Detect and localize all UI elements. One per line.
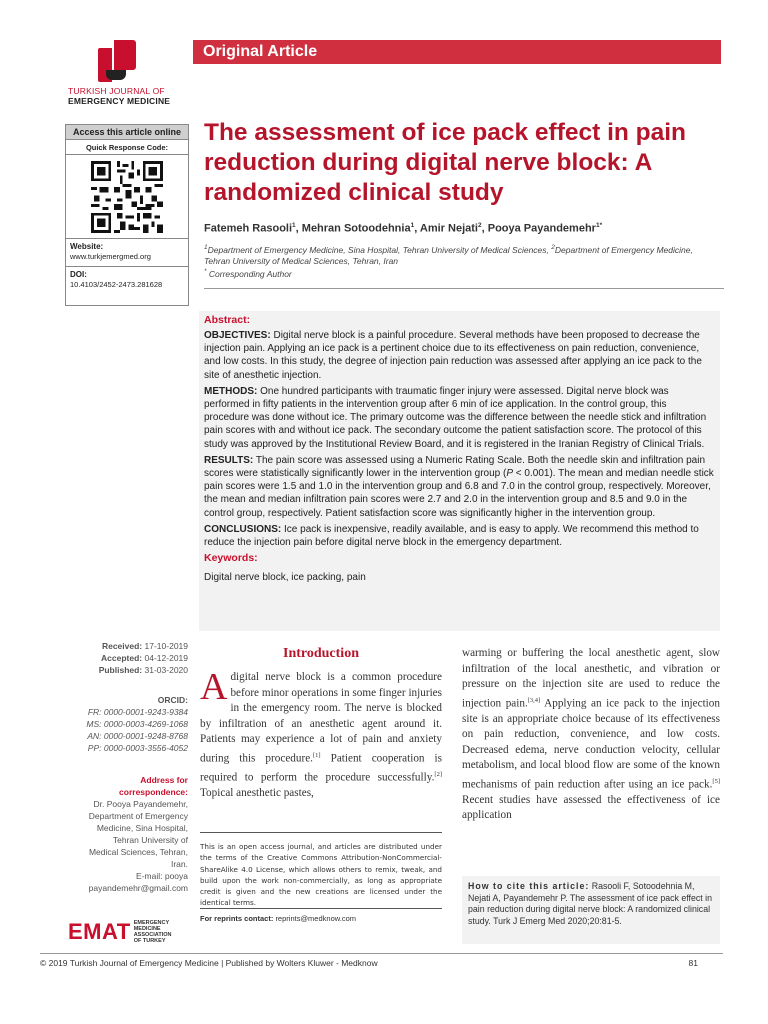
results-text: < 0.001). The mean and median needle stick pain scores were 1.5 and 1.0 in the intervention group and 6.8 and 7.0 in the control group, respectively. Moreover, the mean and median infiltration pain scores were 2.7 and 2.0 in the intervention group and 8.5 and 9.0 in the control group, respectively. Patient satisfaction score was significantly higher in the intervention group. <box>204 468 714 519</box>
citation-ref[interactable]: [5] <box>712 777 720 785</box>
emat-sub-line: OF TURKEY <box>133 938 166 944</box>
doi-row <box>66 267 188 294</box>
title-separator <box>204 288 724 289</box>
published-date: 31-03-2020 <box>144 665 188 675</box>
license-notice: This is an open access journal, and articles are distributed under the terms of the Creative Commons Attribution-NonCommercial-ShareAlike 4.0 License, which allows others to remix, tweak, and build upon the work non-commercially, as long as appropriate credit is given and the new creations are licensed under the identical terms. <box>200 832 442 909</box>
correspondence-line: Department of Emergency <box>88 811 188 821</box>
results-text: The pain score was assessed using a Numeric Rating Scale. Both the needle skin and infiltration pain scores were statistically significantly lower in the intervention group ( <box>204 454 706 480</box>
keywords-text: Digital nerve block, ice packing, pain <box>204 572 366 584</box>
author-sup: 1* <box>595 222 603 229</box>
journal-name-line2: EMERGENCY MEDICINE <box>68 96 171 106</box>
accepted-line <box>40 652 188 664</box>
p-value-symbol: P <box>506 468 514 480</box>
affiliation-sup: 2 <box>551 244 555 251</box>
orcid-an[interactable]: AN: 0000-0001-9248-8768 <box>87 731 188 741</box>
reprints-contact <box>200 908 442 923</box>
intro-column-1 <box>200 646 442 801</box>
author-name: Pooya Payandemehr <box>487 222 596 235</box>
author-sup: 1 <box>292 222 296 229</box>
author-name: Mehran Sotoodehnia <box>301 222 411 235</box>
citation-ref[interactable]: [2] <box>434 770 442 778</box>
website-link[interactable]: www.turkjemergmed.org <box>70 252 151 262</box>
dropcap: A <box>200 666 228 708</box>
corresponding-sup: * <box>204 267 207 275</box>
journal-logo <box>68 40 188 106</box>
abstract-conclusions <box>204 523 714 549</box>
correspondence-line: Tehran University of <box>112 835 188 845</box>
access-box <box>65 124 189 306</box>
doi-label: DOI: <box>70 269 87 279</box>
published-line <box>40 664 188 676</box>
objectives-text: Digital nerve block is a painful procedure. Several methods have been proposed to decrease the injection pain. Applying an ice pack is a pertinent choice due to its effectiveness on pain reduction, convenience, and low costs. In this study, the degree of injection pain reduction was assessed after applying an ice pack to the site of anesthetic injection. <box>204 330 702 381</box>
abstract-box <box>199 311 720 631</box>
orcid-label: ORCID: <box>157 695 188 705</box>
intro-text: Recent studies have assessed the effectiveness of ice application <box>462 793 720 822</box>
affiliation-2: Department of Emergency Medicine, Tehran University of Medical Sciences, Tehran, Iran <box>204 244 693 267</box>
affiliations <box>204 244 720 280</box>
corresponding-note: Corresponding Author <box>208 268 292 279</box>
emat-sub-line: MEDICINE <box>133 926 161 932</box>
intro-text: Applying an ice pack to the injection site is an appropriate choice because of its effectiveness on pain reduction, convenience, and low costs. Decreased edema, nerve conduction velocity, cellular metabolism, and local blood flow are some of the known mechanisms of pain reduction after using an ice pack. <box>462 697 720 791</box>
journal-logo-icon <box>98 40 142 82</box>
affiliation-sup: 1 <box>204 244 208 251</box>
emat-sub-line: ASSOCIATION <box>133 932 172 938</box>
published-label: Published: <box>98 665 143 675</box>
emat-sub-line: EMERGENCY <box>133 920 170 926</box>
keywords-heading: Keywords: <box>204 552 258 565</box>
orcid-ms[interactable]: MS: 0000-0003-4269-1068 <box>86 719 188 729</box>
intro-text: warming or buffering the local anesthetic agent, slow infiltration of the local anesthetic, and vibration or pressure on the injection site are used to reduce the injection pain. <box>462 647 720 710</box>
footer-rule <box>40 953 723 954</box>
methods-text: One hundred participants with traumatic finger injury were assessed. Digital nerve block was performed in fifty patients in the intervention group after 6 min of ice application. In the control group, this procedure was done without ice. The primary outcome was the difference between the needle stick and infiltration pain scores with and without ice pack. The secondary outcome the patient satisfaction score. The protocol of this study was approved by the Institutional Review Board, and it is registered in the Iranian Registry of Clinical Trials. <box>204 385 707 450</box>
author-list: Fatemeh Rasooli$^1$, Mehran Sotoodehnia$^1$, Amir Nejati$^2$, Pooya Payandemehr$^{1*}$ <box>204 222 603 235</box>
reprints-email[interactable]: reprints@medknow.com <box>275 914 356 923</box>
reprints-label: For reprints contact: <box>200 914 274 923</box>
qr-label: Quick Response Code: <box>66 140 188 155</box>
intro-paragraph-1 <box>200 666 442 801</box>
correspondence-line: Dr. Pooya Payandemehr, <box>93 799 188 809</box>
accepted-label: Accepted: <box>101 653 143 663</box>
author-sup: 1 <box>410 222 415 229</box>
article-type-label: Original Article <box>203 43 318 60</box>
received-label: Received: <box>101 641 143 651</box>
conclusions-text: Ice pack is inexpensive, readily available, and is easy to apply. We recommend this method to reduce the injection pain before digital nerve block in the emergency department. <box>204 523 699 549</box>
affiliation-1: Department of Emergency Medicine, Sina Hospital, Tehran University of Medical Sciences, <box>207 244 549 255</box>
cite-label: How to cite this article: <box>468 881 590 891</box>
citation-ref[interactable]: [3,4] <box>527 696 541 704</box>
website-label: Website: <box>70 242 104 251</box>
author-name: Fatemeh Rasooli <box>204 222 293 235</box>
author-name: Amir Nejati <box>419 222 478 235</box>
correspondence-line: Medicine, Sina Hospital, <box>96 823 188 833</box>
dates-block <box>40 640 188 676</box>
abstract-heading: Abstract: <box>204 314 251 326</box>
citation-ref[interactable]: [1] <box>312 751 321 759</box>
article-type-bar <box>193 40 721 64</box>
abstract-results <box>204 454 714 520</box>
intro-text: Patient cooperation is required to perform the procedure successfully. <box>200 752 442 784</box>
emat-logo <box>68 920 172 944</box>
orcid-pp[interactable]: PP: 0000-0003-3556-4052 <box>87 743 188 753</box>
intro-text: Topical anesthetic pastes, <box>200 786 314 799</box>
page-number: 81 <box>688 958 698 968</box>
how-to-cite-box <box>462 876 720 944</box>
correspondence-label-1: Address for <box>140 775 188 785</box>
correspondence-label-2: correspondence: <box>119 787 188 797</box>
results-label: RESULTS: <box>204 454 254 466</box>
received-date: 17-10-2019 <box>144 641 188 651</box>
website-row <box>66 239 188 267</box>
conclusions-label: CONCLUSIONS: <box>204 523 282 535</box>
objectives-label: OBJECTIVES: <box>204 330 271 341</box>
abstract-methods <box>204 385 714 451</box>
journal-name-line1: TURKISH JOURNAL OF <box>68 86 165 96</box>
intro-paragraph-2 <box>462 646 720 824</box>
orcid-fr[interactable]: FR: 0000-0001-9243-9384 <box>87 707 188 717</box>
accepted-date: 04-12-2019 <box>144 653 188 663</box>
abstract-objectives <box>204 329 714 382</box>
article-title: The assessment of ice pack effect in pain reduction during digital nerve block: A randomized clinical study <box>204 119 687 206</box>
emat-wordmark: EMAT <box>68 919 131 944</box>
correspondence-block <box>40 774 188 894</box>
correspondence-line: Medical Sciences, Tehran, <box>88 847 188 857</box>
author-sup: 2 <box>477 222 482 229</box>
intro-heading: Introduction <box>283 646 359 661</box>
cite-text: Rasooli F, Sotoodehnia M, Nejati A, Payandemehr P. The assessment of ice pack effect in pain reduction during digital nerve block: A randomized clinical study. Turk J Emerg Med 2020;20:81-5. <box>468 881 713 926</box>
intro-column-2 <box>462 646 720 824</box>
emat-subtitle <box>134 920 172 944</box>
methods-label: METHODS: <box>204 385 258 397</box>
orcid-block <box>40 694 188 754</box>
qr-code-icon[interactable] <box>91 161 163 233</box>
intro-text: digital nerve block is a common procedure before minor operations in some finger injuries in the emergency room. The nerve is blocked by infiltration of an anesthetic agent around it. Patients may experience a lot of pain and anxiety during this procedure. <box>200 671 442 765</box>
doi-value[interactable]: 10.4103/2452-2473.281628 <box>70 280 163 290</box>
correspondence-line: E-mail: pooya <box>136 871 188 881</box>
correspondence-email[interactable]: payandemehr@gmail.com <box>88 883 188 893</box>
footer-copyright: © 2019 Turkish Journal of Emergency Medicine | Published by Wolters Kluwer - Medknow <box>40 958 378 968</box>
access-heading: Access this article online <box>66 125 188 140</box>
qr-area <box>66 155 188 239</box>
received-line <box>40 640 188 652</box>
correspondence-line: Iran. <box>170 859 188 869</box>
